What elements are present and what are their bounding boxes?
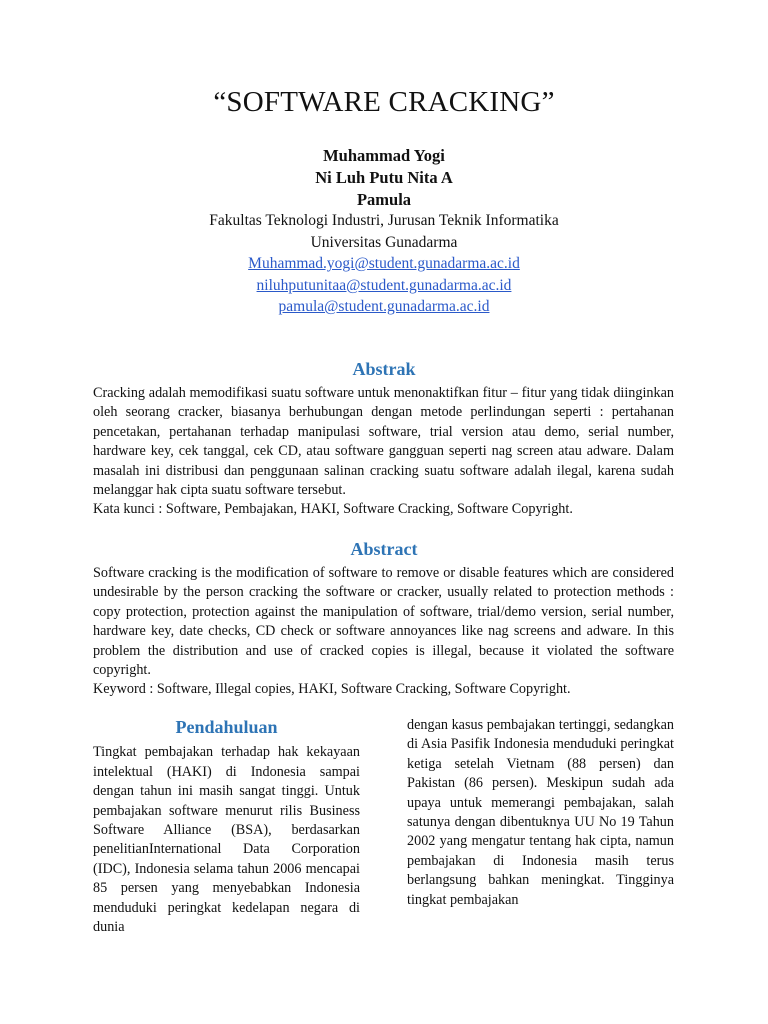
faculty-name: Fakultas Teknologi Industri, Jurusan Teknik Informatika bbox=[209, 212, 559, 229]
abstract-section bbox=[93, 564, 674, 700]
author-name: Pamula bbox=[356, 190, 412, 209]
paper-title: “SOFTWARE CRACKING” bbox=[213, 86, 555, 118]
abstrak-body: Cracking adalah memodifikasi suatu software untuk menonaktifkan fitur – fitur yang tidak diinginkan oleh seorang cracker, biasanya berhubungan dengan metode perlindungan seperti : pertahanan pencetakan, pertahanan terhadap manipulasi software, trial version atau demo, serial number, hardware key, cek tanggal, cek CD, atau software gangguan seperti nag screen atau adware. Dalam masalah ini distribusi dan penggunaan salinan cracking suatu software adalah ilegal, karena sudah melanggar hak cipta suatu software tersebut. bbox=[93, 385, 674, 499]
email-link[interactable]: niluhputunitaa@student.gunadarma.ac.id bbox=[256, 276, 512, 294]
author-name: Muhammad Yogi bbox=[323, 146, 445, 165]
pendahuluan-right-text: dengan kasus pembajakan tertinggi, sedangkan di Asia Pasifik Indonesia menduduki peringkat ketiga setelah Vietnam (88 persen) dan Pakistan (86 persen). Meskipun sudah ada upaya untuk memerangi pembajakan, salah satunya dengan dibentuknya UU No 19 Tahun 2002 yang mengatur tentang hak cipta, namun pembajakan di Indonesia masih terus berlangsung bahkan meningkat. Tingginya tingkat pembajakan bbox=[407, 717, 674, 908]
left-column bbox=[93, 718, 360, 937]
email-link[interactable]: Muhammad.yogi@student.gunadarma.ac.id bbox=[248, 255, 520, 272]
author-name: Ni Luh Putu Nita A bbox=[315, 168, 453, 187]
email-link[interactable]: pamula@student.gunadarma.ac.id bbox=[278, 298, 490, 315]
affiliation bbox=[0, 210, 768, 318]
pendahuluan-heading: Pendahuluan bbox=[175, 717, 278, 737]
pendahuluan-left-text: Tingkat pembajakan terhadap hak kekayaan intelektual (HAKI) di Indonesia sampai dengan tahun ini masih sangat tinggi. Untuk pembajakan software menurut rilis Business Software Alliance (BSA), berdasarkan penelitianInternational Data Corporation (IDC), Indonesia selama tahun 2006 mencapai 85 persen yang menyebabkan Indonesia menduduki peringkat kedelapan negara di dunia bbox=[93, 744, 360, 936]
abstrak-section bbox=[93, 384, 674, 520]
right-column bbox=[407, 716, 674, 910]
abstrak-heading: Abstrak bbox=[352, 359, 416, 379]
abstract-keywords: Keyword : Software, Illegal copies, HAKI, Software Cracking, Software Copyright. bbox=[93, 681, 571, 698]
abstract-heading: Abstract bbox=[350, 539, 418, 559]
abstrak-keywords: Kata kunci : Software, Pembajakan, HAKI, Software Cracking, Software Copyright. bbox=[93, 501, 573, 518]
university-name: Universitas Gunadarma bbox=[310, 233, 458, 251]
abstract-body: Software cracking is the modification of software to remove or disable features which are considered undesirable by the person cracking the software or cracker, usually related to protection methods : copy protection, protection against the manipulation of software, trial/demo version, serial number, hardware key, date checks, CD check or software annoyances like nag screens and adware. In this problem the distribution and use of cracked copies is illegal, because it violated the software copyright. bbox=[93, 565, 674, 679]
author-list bbox=[0, 145, 768, 211]
